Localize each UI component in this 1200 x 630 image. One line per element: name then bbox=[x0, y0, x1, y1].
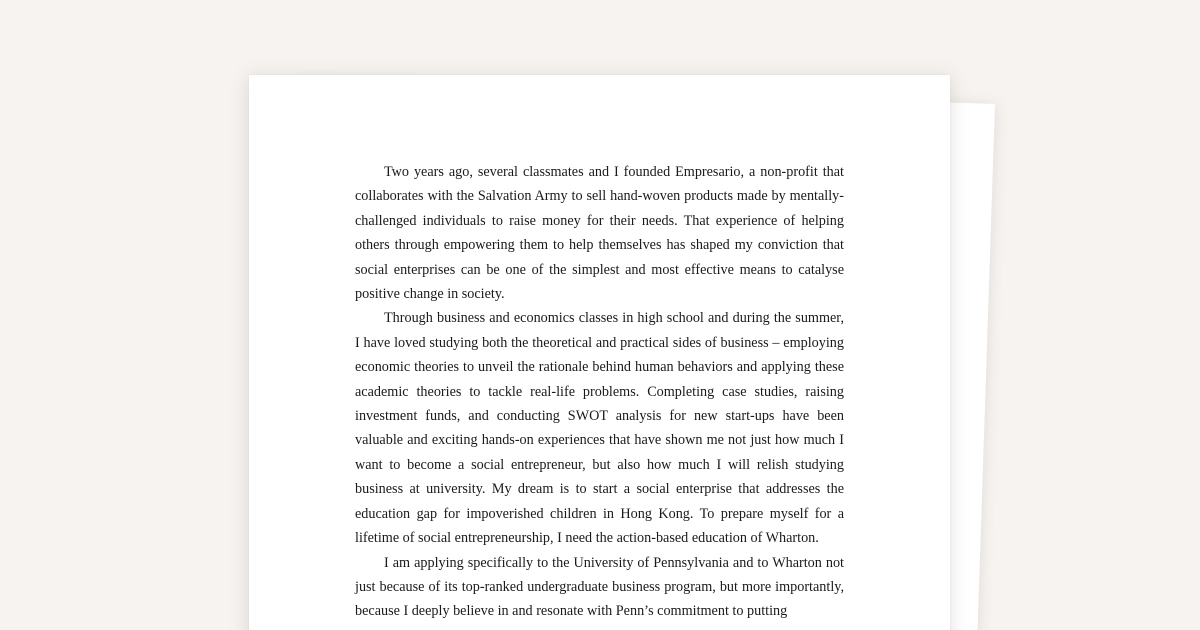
essay-paragraph-1: Two years ago, several classmates and I founded Empresario, a non-profit that collaborates with the Salvation Army to sell hand-woven products made by mentally-challenged individuals to raise money for their needs. That experience of helping others through empowering them to help themselves has shaped my conviction that social enterprises can be one of the simplest and most effective means to catalyse positive change in society. bbox=[355, 164, 844, 303]
essay-paragraph-3: I am applying specifically to the University of Pennsylvania and to Wharton not just because of its top-ranked undergraduate business program, but more importantly, because I deeply believe in and resonate with Penn’s commitment to putting bbox=[355, 554, 844, 620]
front-page-sheet bbox=[249, 75, 950, 630]
essay-paragraph-2: Through business and economics classes in high school and during the summer, I have loved studying both the theoretical and practical sides of business – employing economic theories to unveil the rationale behind human behaviors and applying these academic theories to tackle real-life problems. Completing case studies, raising investment funds, and conducting SWOT analysis for new start-ups have been valuable and exciting hands-on experiences that have shown me not just how much I want to become a social entrepreneur, but also how much I will relish studying business at university. My dream is to start a social enterprise that addresses the education gap for impoverished children in Hong Kong. To prepare myself for a lifetime of social entrepreneurship, I need the action-based education of Wharton. bbox=[355, 310, 844, 547]
essay-body bbox=[355, 160, 844, 624]
